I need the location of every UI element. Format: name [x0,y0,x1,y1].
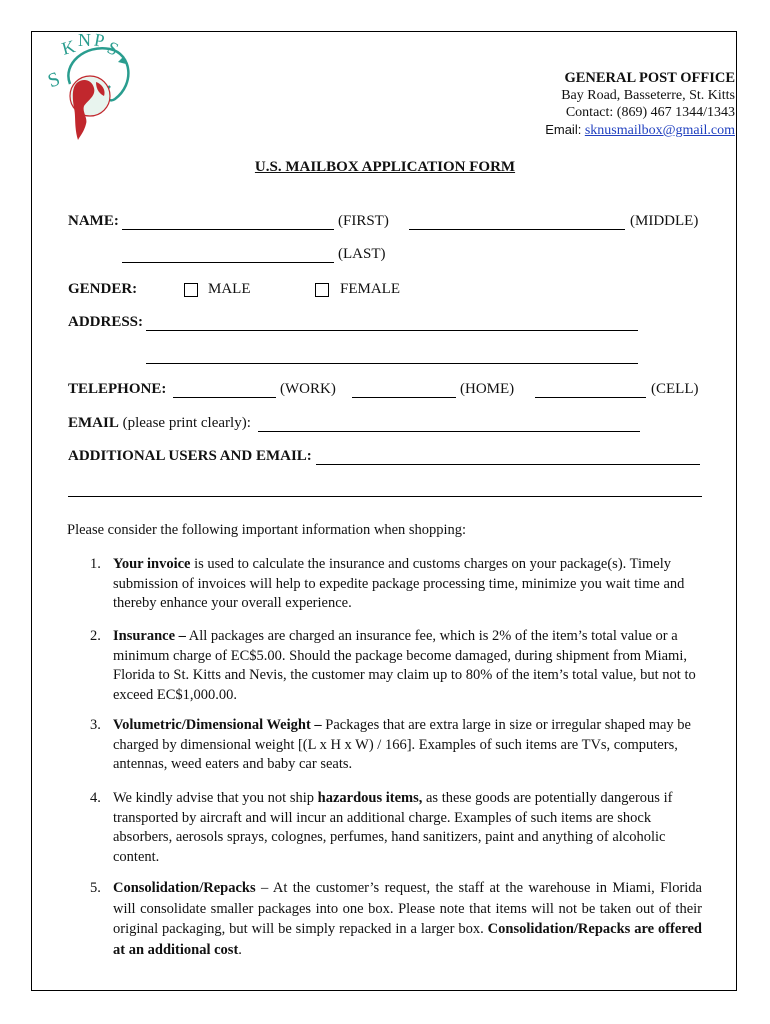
item-bold: hazardous items, [317,790,423,806]
org-email-row [545,121,735,139]
form-title: U.S. MAILBOX APPLICATION FORM [254,159,516,175]
org-address: Bay Road, Basseterre, St. Kitts [561,88,735,103]
home-phone-field[interactable] [352,397,456,398]
middle-name-field[interactable] [409,229,625,230]
item-number: 3. [90,717,101,733]
item-bold: Volumetric/Dimensional Weight – [113,717,322,733]
sknps-logo [40,24,135,149]
info-item-4 [90,789,702,867]
item-pre-text: We kindly advise that you not ship [113,790,318,806]
first-name-field[interactable] [122,229,334,230]
email-hint: (please print clearly): [122,415,251,431]
first-caption: (FIRST) [338,213,389,229]
cell-phone-field[interactable] [535,397,646,398]
work-phone-field[interactable] [173,397,276,398]
org-contact: Contact: (869) 467 1344/1343 [565,105,735,120]
male-caption: MALE [208,281,251,297]
info-item-3 [90,716,702,775]
email-field-label: EMAIL [68,415,119,431]
item-number: 4. [90,790,101,806]
middle-caption: (MIDDLE) [630,213,699,229]
info-item-1 [90,555,702,614]
additional-users-field[interactable] [316,464,700,465]
additional-users-field-2[interactable] [68,496,702,497]
item-text: as these goods are potentially dangerous if transported by aircraft and will incur an additional charge. Examples of such items are shock absorbers, aerosols sprays, colognes, perfumes, hand sanitizers, paint and anything of alcoholic content. [113,790,673,865]
item-bold-2: Consolidation/Repacks are offered at an additional cost [113,921,702,958]
svg-text:K: K [59,36,78,59]
email-field[interactable] [258,431,640,432]
last-name-field[interactable] [122,262,334,263]
email-label: Email: [545,122,582,137]
item-text: All packages are charged an insurance fee, which is 2% of the item’s total value or a minimum charge of EC$5.00. Should the package become damaged, during shipment from Miami, Florida to St. Kitts and Nevis, the customer may claim up to 80% of the item’s total value, but not to exceed EC$1,000.00. [113,628,696,703]
additional-users-label: ADDITIONAL USERS AND EMAIL: [68,448,312,464]
item-text: is used to calculate the insurance and customs charges on your package(s). Timely submission of invoices will help to expedite package processing time, minimize you wait time and thereby enhance your overall experience. [113,556,685,611]
address-label: ADDRESS: [68,314,144,330]
item-number: 1. [90,556,101,572]
cell-caption: (CELL) [651,381,699,397]
svg-text:N: N [78,30,91,50]
female-checkbox[interactable] [315,283,329,297]
male-checkbox[interactable] [184,283,198,297]
item-bold: Consolidation/Repacks [113,880,256,896]
info-item-2 [90,627,702,705]
email-row-label [68,415,251,432]
item-text: Packages that are extra large in size or irregular shaped may be charged by dimensional weight [(L x H x W) / 166]. Examples of such items are TVs, computers, antennas, weed eaters and baby car seats. [113,717,691,772]
address-line-2-field[interactable] [146,363,638,364]
item-number: 5. [90,880,101,896]
item-end: . [238,941,242,958]
name-label: NAME: [68,213,119,229]
org-name: GENERAL POST OFFICE [564,70,735,86]
address-line-1-field[interactable] [146,330,638,331]
info-intro: Please consider the following important information when shopping: [67,522,467,538]
svg-text:S: S [104,37,122,60]
email-link[interactable]: sknusmailbox@gmail.com [584,123,735,138]
post-office-header [545,70,735,139]
svg-text:P: P [92,29,107,51]
gender-label: GENDER: [68,281,138,297]
svg-text:S: S [44,67,63,93]
telephone-label: TELEPHONE: [68,381,167,397]
last-caption: (LAST) [338,246,386,262]
item-text: – At the customer’s request, the staff at the warehouse in Miami, Florida will consolidate smaller packages into one box. Please note that items will not be taken out of their original packaging, but will be simply repacked in a larger box. [113,880,702,937]
item-bold: Insurance – [113,628,186,644]
female-caption: FEMALE [340,281,400,297]
item-number: 2. [90,628,101,644]
item-bold: Your invoice [113,556,191,572]
info-item-5 [90,878,702,960]
work-caption: (WORK) [280,381,336,397]
home-caption: (HOME) [460,381,515,397]
